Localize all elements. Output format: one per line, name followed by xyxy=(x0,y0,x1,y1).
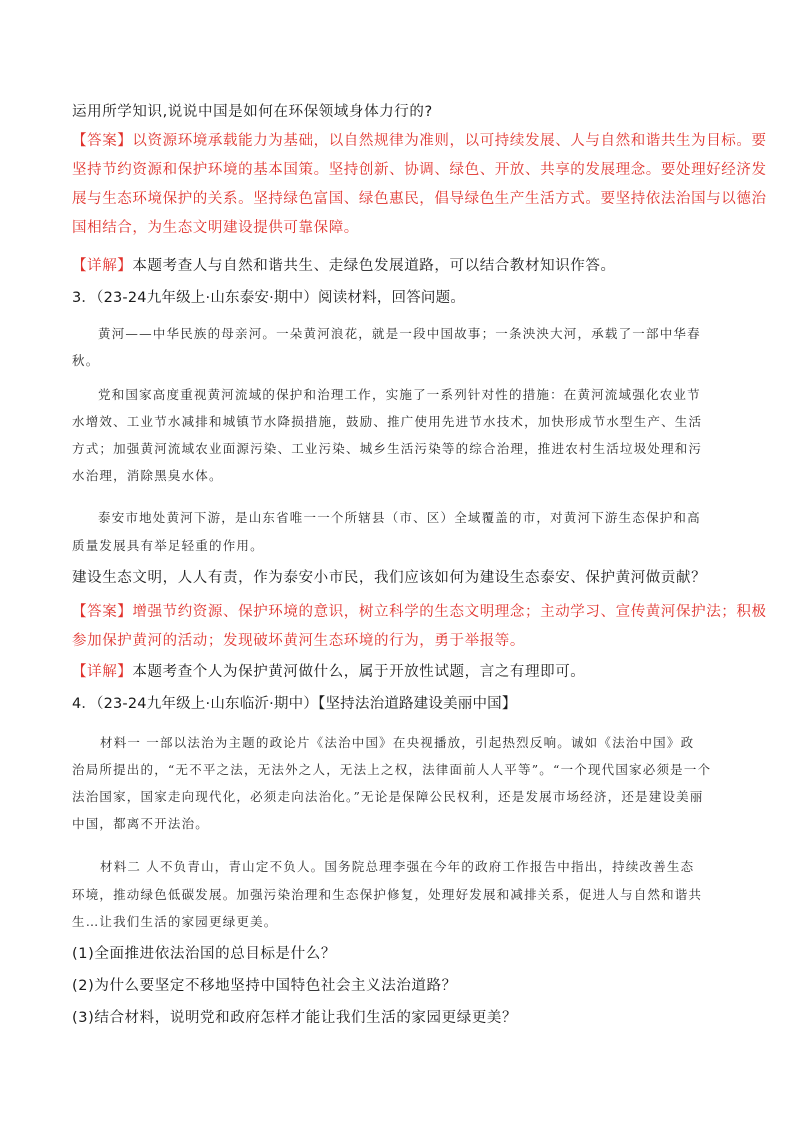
q3-answer-line-2: 参加保护黄河的活动；发现破坏黄河生态环境的行为，勇于举报等。 xyxy=(72,633,525,649)
q3-header: 3．（23-24九年级上·山东泰安·期中）阅读材料，回答问题。 xyxy=(72,290,466,306)
q4-material-line: 材料二 人不负青山，青山定不负人。国务院总理李强在今年的政府工作报告中指出，持续改善生态 xyxy=(100,859,695,874)
q2-answer-line-4: 国相结合，为生态文明建设提供可靠保障。 xyxy=(72,220,359,236)
q4-header: 4．（23-24九年级上·山东临沂·期中）【坚持法治道路建设美丽中国】 xyxy=(72,696,517,712)
q4-material-line: 法治国家，国家走向现代化，必须走向法治化。”无论是保障公民权利，还是发展市场经济，还是建设美丽 xyxy=(72,789,704,804)
q4-material-line: 环境，推动绿色低碳发展。加强污染治理和生态保护修复，处理好发展和减排关系，促进人与自然和谐共 xyxy=(72,887,703,902)
q4-material-line: 治局所提出的，“无不平之法，无法外之人，无法上之权，法律面前人人平等”。“一个现代国家必须是一个 xyxy=(72,762,712,777)
q3-material-line: 方式；加强黄河流域农业面源污染、工业污染、城乡生活污染等的综合治理，推进农村生活垃圾处理和污 xyxy=(72,441,703,456)
q3-material-line: 质量发展具有举足轻重的作用。 xyxy=(72,538,264,553)
q2-answer-line-3: 展与生态环境保护的关系。坚持绿色富国、绿色惠民，倡导绿色生产生活方式。要坚持依法治国与以德治 xyxy=(72,191,767,207)
q3-material-line: 黄河——中华民族的母亲河。一朵黄河浪花，就是一段中国故事；一条泱泱大河，承载了一部中华春 xyxy=(98,326,701,341)
detail-tag: 【详解】 xyxy=(72,258,133,274)
q4-material-line: 材料一 一部以法治为主题的政论片《法治中国》在央视播放，引起热烈反响。诚如《法治中国》政 xyxy=(100,735,695,750)
q4-sub-question-2: (2)为什么要坚定不移地坚持中国特色社会主义法治道路？ xyxy=(72,978,457,994)
q2-answer-line-1: 【答案】以资源环境承载能力为基础，以自然规律为准则，以可持续发展、人与自然和谐共生为目标。要 xyxy=(72,133,767,149)
q4-sub-question-1: (1)全面推进依法治国的总目标是什么？ xyxy=(72,946,336,962)
detail-tag: 【详解】 xyxy=(72,664,133,680)
q3-question: 建设生态文明，人人有责，作为泰安小市民，我们应该如何为建设生态泰安、保护黄河做贡献？ xyxy=(72,570,707,586)
q2-answer-line-2: 坚持节约资源和保护环境的基本国策。坚持创新、协调、绿色、开放、共享的发展理念。要处理好经济发 xyxy=(72,162,767,178)
q4-sub-question-3: (3)结合材料，说明党和政府怎样才能让我们生活的家园更绿更美？ xyxy=(72,1010,518,1026)
q2-question: 运用所学知识,说说中国是如何在环保领域身体力行的? xyxy=(72,104,433,120)
q3-material-line: 水增效、工业节水减排和城镇节水降损措施，鼓励、推广使用先进节水技术，加快形成节水型生产、生活 xyxy=(72,414,703,429)
q3-answer-line-1: 【答案】增强节约资源、保护环境的意识，树立科学的生态文明理念；主动学习、宣传黄河保护法；积极 xyxy=(72,604,767,620)
answer-tag: 【答案】 xyxy=(72,133,133,149)
q3-material-line: 水治理，消除黑臭水体。 xyxy=(72,468,223,483)
q4-material-line: 中国，都离不开法治。 xyxy=(72,816,210,831)
q3-material-line: 秋。 xyxy=(72,353,100,368)
q3-detail: 【详解】本题考查个人为保护黄河做什么，属于开放性试题，言之有理即可。 xyxy=(72,664,586,680)
answer-tag: 【答案】 xyxy=(72,604,133,620)
q2-detail: 【详解】本题考查人与自然和谐共生、走绿色发展道路，可以结合教材知识作答。 xyxy=(72,258,616,274)
q4-material-line: 生…让我们生活的家园更绿更美。 xyxy=(72,914,278,929)
q3-material-line: 泰安市地处黄河下游，是山东省唯一一个所辖县（市、区）全域覆盖的市，对黄河下游生态保护和高 xyxy=(98,510,701,525)
q3-material-line: 党和国家高度重视黄河流域的保护和治理工作，实施了一系列针对性的措施：在黄河流域强化农业节 xyxy=(98,387,701,402)
